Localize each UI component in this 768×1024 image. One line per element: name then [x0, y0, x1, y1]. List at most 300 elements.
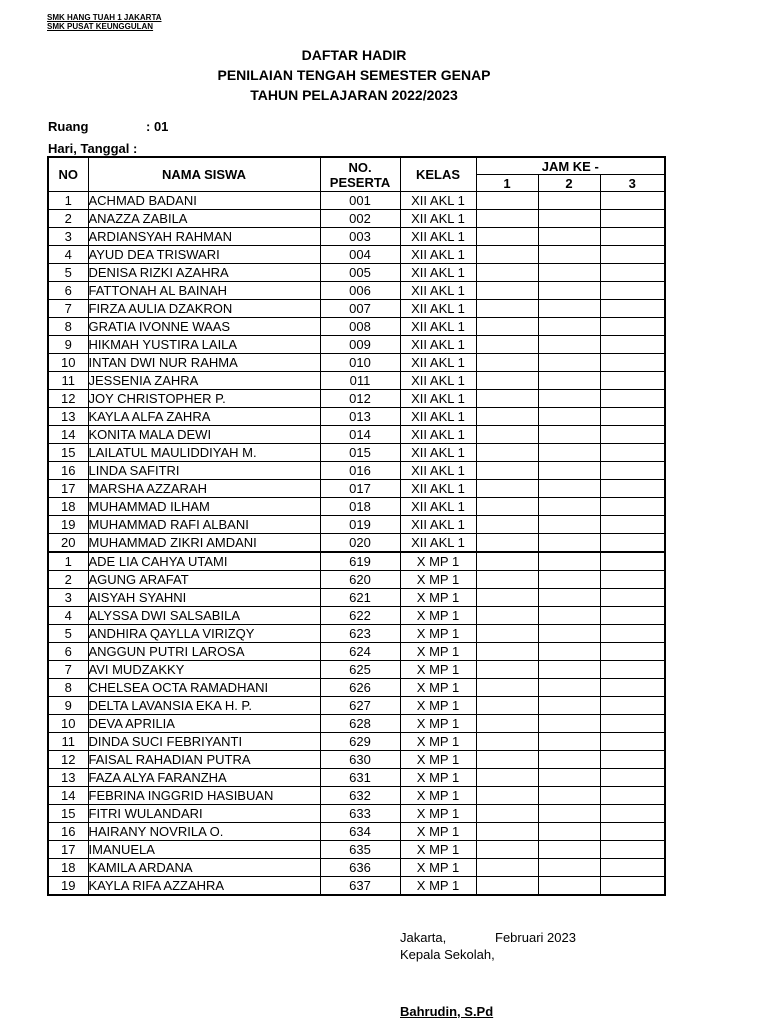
class-name: XII AKL 1 [400, 372, 476, 390]
student-name: HAIRANY NOVRILA O. [88, 823, 320, 841]
session-3-cell [600, 715, 665, 733]
participant-number: 630 [320, 751, 400, 769]
session-1-cell [476, 661, 538, 679]
session-1-cell [476, 336, 538, 354]
student-name: FATTONAH AL BAINAH [88, 282, 320, 300]
session-2-cell [538, 210, 600, 228]
session-1-cell [476, 769, 538, 787]
table-row [48, 264, 665, 282]
row-number: 14 [48, 787, 88, 805]
table-row [48, 480, 665, 498]
table-row [48, 300, 665, 318]
student-name: DELTA LAVANSIA EKA H. P. [88, 697, 320, 715]
session-1-cell [476, 354, 538, 372]
session-3-cell [600, 534, 665, 553]
class-name: XII AKL 1 [400, 282, 476, 300]
session-2-cell [538, 787, 600, 805]
table-row [48, 426, 665, 444]
row-number: 7 [48, 300, 88, 318]
session-3-cell [600, 589, 665, 607]
row-number: 1 [48, 192, 88, 210]
session-1-cell [476, 498, 538, 516]
session-2-cell [538, 480, 600, 498]
session-1-cell [476, 823, 538, 841]
row-number: 19 [48, 516, 88, 534]
session-3-cell [600, 643, 665, 661]
participant-number: 621 [320, 589, 400, 607]
session-3-cell [600, 282, 665, 300]
session-2-cell [538, 661, 600, 679]
session-2-cell [538, 877, 600, 896]
session-1-cell [476, 192, 538, 210]
student-name: ALYSSA DWI SALSABILA [88, 607, 320, 625]
session-3-cell [600, 318, 665, 336]
participant-number: 011 [320, 372, 400, 390]
row-number: 4 [48, 607, 88, 625]
session-1-cell [476, 516, 538, 534]
table-row [48, 498, 665, 516]
table-row [48, 534, 665, 553]
session-1-cell [476, 426, 538, 444]
class-name: X MP 1 [400, 841, 476, 859]
table-row [48, 408, 665, 426]
table-row [48, 805, 665, 823]
session-3-cell [600, 859, 665, 877]
session-1-cell [476, 607, 538, 625]
student-name: FEBRINA INGGRID HASIBUAN [88, 787, 320, 805]
participant-number: 004 [320, 246, 400, 264]
table-row [48, 697, 665, 715]
session-3-cell [600, 516, 665, 534]
session-3-cell [600, 480, 665, 498]
participant-number: 007 [320, 300, 400, 318]
session-1-cell [476, 715, 538, 733]
session-2-cell [538, 823, 600, 841]
session-2-cell [538, 697, 600, 715]
row-number: 6 [48, 643, 88, 661]
school-tagline: SMK PUSAT KEUNGGULAN [47, 22, 154, 31]
session-2-cell [538, 426, 600, 444]
school-name: SMK HANG TUAH 1 JAKARTA [47, 13, 162, 22]
table-row [48, 679, 665, 697]
session-1-cell [476, 877, 538, 896]
table-row [48, 715, 665, 733]
session-1-cell [476, 228, 538, 246]
student-name: MUHAMMAD ZIKRI AMDANI [88, 534, 320, 553]
row-number: 2 [48, 571, 88, 589]
table-row [48, 336, 665, 354]
class-name: X MP 1 [400, 625, 476, 643]
signature-place-date [400, 929, 576, 946]
session-3-cell [600, 246, 665, 264]
row-number: 15 [48, 805, 88, 823]
class-name: X MP 1 [400, 769, 476, 787]
session-1-cell [476, 733, 538, 751]
table-row [48, 625, 665, 643]
table-row [48, 372, 665, 390]
row-number: 17 [48, 480, 88, 498]
class-name: XII AKL 1 [400, 228, 476, 246]
session-2-cell [538, 769, 600, 787]
participant-number: 631 [320, 769, 400, 787]
session-1-cell [476, 246, 538, 264]
signature-role: Kepala Sekolah, [400, 947, 495, 962]
room-field [48, 119, 169, 134]
session-2-cell [538, 625, 600, 643]
row-number: 17 [48, 841, 88, 859]
session-2-cell [538, 282, 600, 300]
row-number: 7 [48, 661, 88, 679]
session-1-cell [476, 751, 538, 769]
session-2-cell [538, 390, 600, 408]
session-2-cell [538, 733, 600, 751]
row-number: 12 [48, 390, 88, 408]
participant-number: 624 [320, 643, 400, 661]
student-name: AISYAH SYAHNI [88, 589, 320, 607]
session-3-cell [600, 372, 665, 390]
participant-number: 628 [320, 715, 400, 733]
signature-city: Jakarta, [400, 930, 447, 945]
participant-number: 013 [320, 408, 400, 426]
class-name: XII AKL 1 [400, 480, 476, 498]
row-number: 14 [48, 426, 88, 444]
row-number: 5 [48, 264, 88, 282]
session-1-cell [476, 859, 538, 877]
participant-number: 018 [320, 498, 400, 516]
session-1-cell [476, 643, 538, 661]
header-participant-no-line1: NO. [348, 159, 372, 175]
class-name: X MP 1 [400, 571, 476, 589]
table-row [48, 733, 665, 751]
row-number: 3 [48, 228, 88, 246]
table-row [48, 462, 665, 480]
room-label: Ruang [48, 119, 89, 134]
participant-number: 637 [320, 877, 400, 896]
participant-number: 627 [320, 697, 400, 715]
row-number: 9 [48, 336, 88, 354]
session-1-cell [476, 444, 538, 462]
row-number: 1 [48, 552, 88, 571]
session-3-cell [600, 408, 665, 426]
session-3-cell [600, 390, 665, 408]
header-class: KELAS [400, 157, 476, 192]
attendance-rows [48, 192, 665, 896]
session-1-cell [476, 805, 538, 823]
participant-number: 006 [320, 282, 400, 300]
student-name: ARDIANSYAH RAHMAN [88, 228, 320, 246]
table-row [48, 661, 665, 679]
session-1-cell [476, 841, 538, 859]
session-2-cell [538, 246, 600, 264]
table-row [48, 841, 665, 859]
session-1-cell [476, 210, 538, 228]
table-row [48, 552, 665, 571]
student-name: KAYLA ALFA ZAHRA [88, 408, 320, 426]
row-number: 11 [48, 733, 88, 751]
class-name: X MP 1 [400, 751, 476, 769]
session-3-cell [600, 841, 665, 859]
class-name: X MP 1 [400, 607, 476, 625]
table-row [48, 571, 665, 589]
row-number: 9 [48, 697, 88, 715]
student-name: DINDA SUCI FEBRIYANTI [88, 733, 320, 751]
row-number: 4 [48, 246, 88, 264]
table-row [48, 444, 665, 462]
table-row [48, 282, 665, 300]
class-name: X MP 1 [400, 823, 476, 841]
participant-number: 014 [320, 426, 400, 444]
table-row [48, 823, 665, 841]
row-number: 18 [48, 859, 88, 877]
doc-title: DAFTAR HADIR [301, 47, 407, 63]
student-name: ADE LIA CAHYA UTAMI [88, 552, 320, 571]
session-3-cell [600, 769, 665, 787]
header-session-2: 2 [538, 175, 600, 192]
class-name: X MP 1 [400, 877, 476, 896]
class-name: XII AKL 1 [400, 498, 476, 516]
participant-number: 629 [320, 733, 400, 751]
row-number: 19 [48, 877, 88, 896]
signature-date: Februari 2023 [495, 930, 576, 945]
row-number: 11 [48, 372, 88, 390]
session-1-cell [476, 589, 538, 607]
session-3-cell [600, 751, 665, 769]
class-name: XII AKL 1 [400, 318, 476, 336]
class-name: XII AKL 1 [400, 354, 476, 372]
session-2-cell [538, 805, 600, 823]
participant-number: 636 [320, 859, 400, 877]
session-2-cell [538, 552, 600, 571]
session-3-cell [600, 823, 665, 841]
student-name: IMANUELA [88, 841, 320, 859]
table-row [48, 246, 665, 264]
session-2-cell [538, 372, 600, 390]
session-1-cell [476, 480, 538, 498]
class-name: XII AKL 1 [400, 408, 476, 426]
student-name: LAILATUL MAULIDDIYAH M. [88, 444, 320, 462]
session-2-cell [538, 859, 600, 877]
session-1-cell [476, 571, 538, 589]
doc-subtitle: PENILAIAN TENGAH SEMESTER GENAP [217, 67, 491, 83]
session-1-cell [476, 318, 538, 336]
class-name: X MP 1 [400, 552, 476, 571]
student-name: KONITA MALA DEWI [88, 426, 320, 444]
session-2-cell [538, 192, 600, 210]
session-3-cell [600, 192, 665, 210]
session-3-cell [600, 354, 665, 372]
session-1-cell [476, 787, 538, 805]
student-name: FAISAL RAHADIAN PUTRA [88, 751, 320, 769]
session-1-cell [476, 462, 538, 480]
student-name: CHELSEA OCTA RAMADHANI [88, 679, 320, 697]
header-session-3: 3 [600, 175, 665, 192]
participant-number: 003 [320, 228, 400, 246]
header-session-1: 1 [476, 175, 538, 192]
session-3-cell [600, 625, 665, 643]
session-1-cell [476, 552, 538, 571]
class-name: XII AKL 1 [400, 444, 476, 462]
session-2-cell [538, 841, 600, 859]
participant-number: 620 [320, 571, 400, 589]
table-row [48, 643, 665, 661]
session-3-cell [600, 552, 665, 571]
session-2-cell [538, 462, 600, 480]
class-name: XII AKL 1 [400, 516, 476, 534]
class-name: X MP 1 [400, 805, 476, 823]
participant-number: 626 [320, 679, 400, 697]
participant-number: 009 [320, 336, 400, 354]
session-2-cell [538, 498, 600, 516]
student-name: FITRI WULANDARI [88, 805, 320, 823]
row-number: 8 [48, 679, 88, 697]
participant-number: 622 [320, 607, 400, 625]
table-row [48, 354, 665, 372]
class-name: X MP 1 [400, 787, 476, 805]
session-3-cell [600, 444, 665, 462]
table-row [48, 516, 665, 534]
student-name: KAMILA ARDANA [88, 859, 320, 877]
row-number: 10 [48, 715, 88, 733]
class-name: X MP 1 [400, 661, 476, 679]
row-number: 20 [48, 534, 88, 553]
session-2-cell [538, 751, 600, 769]
session-2-cell [538, 354, 600, 372]
session-2-cell [538, 534, 600, 553]
class-name: XII AKL 1 [400, 264, 476, 282]
participant-number: 015 [320, 444, 400, 462]
class-name: XII AKL 1 [400, 210, 476, 228]
student-name: JESSENIA ZAHRA [88, 372, 320, 390]
row-number: 15 [48, 444, 88, 462]
header-no: NO [48, 157, 88, 192]
session-2-cell [538, 444, 600, 462]
student-name: ANAZZA ZABILA [88, 210, 320, 228]
participant-number: 017 [320, 480, 400, 498]
session-1-cell [476, 679, 538, 697]
session-3-cell [600, 498, 665, 516]
student-name: HIKMAH YUSTIRA LAILA [88, 336, 320, 354]
table-row [48, 607, 665, 625]
session-1-cell [476, 408, 538, 426]
student-name: MARSHA AZZARAH [88, 480, 320, 498]
table-row [48, 589, 665, 607]
row-number: 3 [48, 589, 88, 607]
student-name: ANDHIRA QAYLLA VIRIZQY [88, 625, 320, 643]
session-2-cell [538, 264, 600, 282]
table-row [48, 751, 665, 769]
participant-number: 001 [320, 192, 400, 210]
session-1-cell [476, 300, 538, 318]
student-name: MUHAMMAD RAFI ALBANI [88, 516, 320, 534]
session-3-cell [600, 661, 665, 679]
session-3-cell [600, 607, 665, 625]
row-number: 6 [48, 282, 88, 300]
session-3-cell [600, 300, 665, 318]
participant-number: 010 [320, 354, 400, 372]
participant-number: 633 [320, 805, 400, 823]
student-name: ANGGUN PUTRI LAROSA [88, 643, 320, 661]
session-2-cell [538, 408, 600, 426]
class-name: XII AKL 1 [400, 300, 476, 318]
session-3-cell [600, 697, 665, 715]
student-name: DEVA APRILIA [88, 715, 320, 733]
student-name: FAZA ALYA FARANZHA [88, 769, 320, 787]
session-2-cell [538, 589, 600, 607]
session-2-cell [538, 228, 600, 246]
participant-number: 632 [320, 787, 400, 805]
participant-number: 635 [320, 841, 400, 859]
class-name: XII AKL 1 [400, 246, 476, 264]
class-name: XII AKL 1 [400, 336, 476, 354]
session-1-cell [476, 534, 538, 553]
participant-number: 016 [320, 462, 400, 480]
participant-number: 008 [320, 318, 400, 336]
student-name: AYUD DEA TRISWARI [88, 246, 320, 264]
class-name: XII AKL 1 [400, 192, 476, 210]
participant-number: 019 [320, 516, 400, 534]
student-name: GRATIA IVONNE WAAS [88, 318, 320, 336]
session-2-cell [538, 516, 600, 534]
session-3-cell [600, 426, 665, 444]
session-1-cell [476, 372, 538, 390]
session-1-cell [476, 282, 538, 300]
class-name: XII AKL 1 [400, 462, 476, 480]
row-number: 13 [48, 769, 88, 787]
table-row [48, 787, 665, 805]
table-row [48, 228, 665, 246]
table-row [48, 859, 665, 877]
header-participant-no [320, 157, 400, 192]
table-row [48, 318, 665, 336]
student-name: ACHMAD BADANI [88, 192, 320, 210]
student-name: INTAN DWI NUR RAHMA [88, 354, 320, 372]
session-2-cell [538, 571, 600, 589]
student-name: DENISA RIZKI AZAHRA [88, 264, 320, 282]
session-3-cell [600, 228, 665, 246]
session-2-cell [538, 643, 600, 661]
attendance-table [47, 156, 666, 896]
participant-number: 020 [320, 534, 400, 553]
table-row [48, 210, 665, 228]
participant-number: 012 [320, 390, 400, 408]
participant-number: 002 [320, 210, 400, 228]
participant-number: 619 [320, 552, 400, 571]
row-number: 18 [48, 498, 88, 516]
row-number: 12 [48, 751, 88, 769]
table-row [48, 390, 665, 408]
student-name: MUHAMMAD ILHAM [88, 498, 320, 516]
student-name: LINDA SAFITRI [88, 462, 320, 480]
student-name: JOY CHRISTOPHER P. [88, 390, 320, 408]
row-number: 13 [48, 408, 88, 426]
signature-name: Bahrudin, S.Pd [400, 1004, 494, 1019]
table-row [48, 769, 665, 787]
room-value: : 01 [146, 119, 169, 134]
session-2-cell [538, 318, 600, 336]
class-name: X MP 1 [400, 589, 476, 607]
date-field [48, 141, 137, 156]
class-name: XII AKL 1 [400, 534, 476, 553]
participant-number: 005 [320, 264, 400, 282]
student-name: KAYLA RIFA AZZAHRA [88, 877, 320, 896]
student-name: AVI MUDZAKKY [88, 661, 320, 679]
class-name: X MP 1 [400, 697, 476, 715]
class-name: XII AKL 1 [400, 390, 476, 408]
session-1-cell [476, 264, 538, 282]
session-1-cell [476, 390, 538, 408]
row-number: 2 [48, 210, 88, 228]
session-3-cell [600, 571, 665, 589]
